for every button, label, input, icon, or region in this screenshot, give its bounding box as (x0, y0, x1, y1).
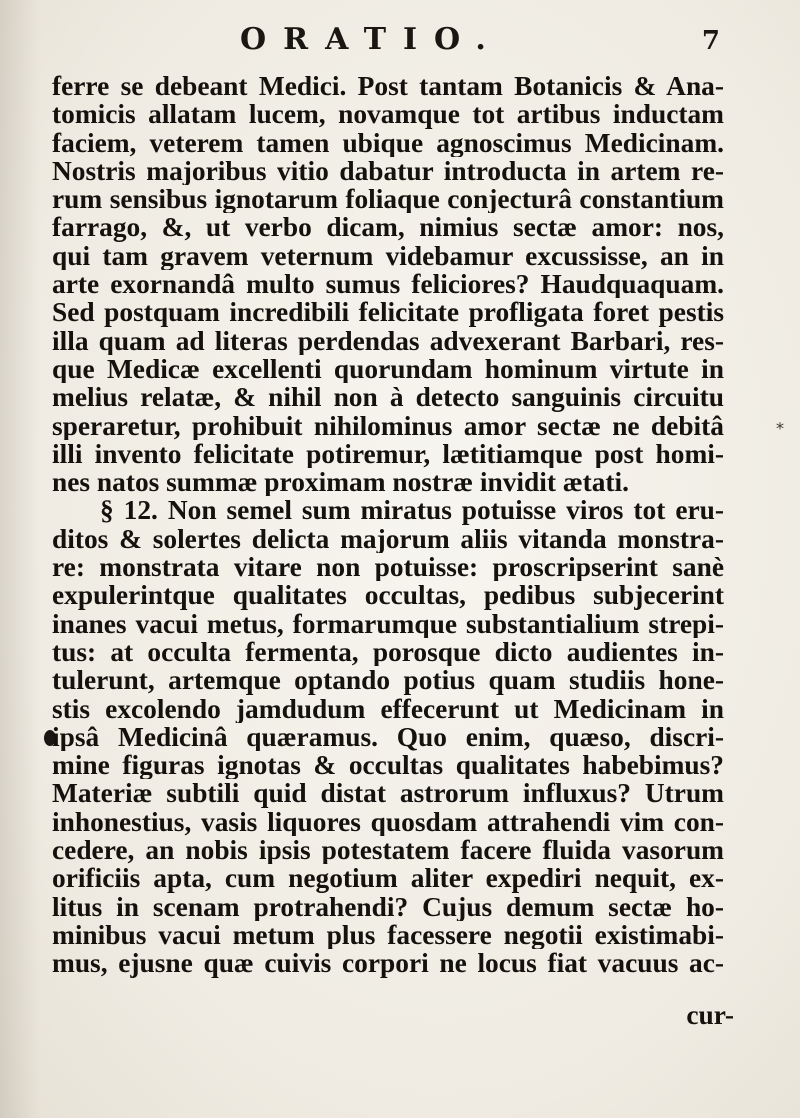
text-line: illi invento felicitate potiremur, lætitiamque post homi- (52, 439, 724, 469)
text-line: rum sensibus ignotarum foliaque conjecturâ constantium (52, 185, 724, 214)
text-line: arte exornandâ multo sumus feliciores? Haudquaquam. (52, 270, 724, 299)
text-line: inanes vacui metus, formarumque substantialium strepi- (52, 609, 724, 638)
text-line: litus in scenam protrahendi? Cujus demum sectæ ho- (52, 892, 724, 921)
page-header (240, 22, 720, 62)
text-line: Nostris majoribus vitio dabatur introducta in artem re- (52, 156, 724, 186)
margin-mark: ⁎ (776, 414, 784, 433)
text-line: stis excolendo jamdudum effecerunt ut Medicinam in (52, 694, 724, 723)
text-line: minibus vacui metum plus facessere negotii existimabi- (52, 920, 724, 950)
text-line: Materiæ subtili quid distat astrorum influxus? Utrum (52, 779, 724, 808)
text-line: cedere, an nobis ipsis potestatem facere fluida vasorum (52, 836, 724, 865)
text-line: tus: at occulta fermenta, porosque dicto audientes in- (52, 637, 724, 667)
text-line: farrago, &, ut verbo dicam, nimius sectæ amor: nos, (52, 213, 724, 242)
text-line: inhonestius, vasis liquores quosdam attrahendi vim con- (52, 807, 724, 837)
text-line: ferre se debeant Medici. Post tantam Botanicis & Ana- (52, 72, 724, 101)
text-line: nes natos summæ proximam nostræ invidit ætati. (52, 468, 630, 497)
text-line: que Medicæ excellenti quorundam hominum virtute in (52, 354, 724, 384)
section-12-start: § 12. Non semel sum miratus potuisse viros tot eru- (100, 496, 724, 525)
text-line: mine figuras ignotas & occultas qualitates habebimus? (52, 751, 724, 780)
text-line: tomicis allatam lucem, novamque tot artibus inductam (52, 100, 724, 129)
text-line: speraretur, prohibuit nihilominus amor sectæ ne debitâ (52, 411, 724, 440)
text-line: ipsâ Medicinâ quæramus. Quo enim, quæso, discri- (52, 722, 724, 752)
text-line: re: monstrata vitare non potuisse: proscripserint sanè (52, 553, 724, 582)
text-line: orificiis apta, cum negotium aliter expediri nequit, ex- (52, 864, 724, 893)
spine-shadow (0, 0, 40, 1118)
text-line: qui tam gravem veternum videbamur excussisse, an in (52, 241, 724, 271)
text-line: expulerintque qualitates occultas, pedibus subjecerint (52, 581, 724, 610)
text-line: ditos & solertes delicta majorum aliis vitanda monstra- (52, 524, 724, 554)
text-line: faciem, veterem tamen ubique agnoscimus Medicinam. (52, 128, 724, 157)
text-line: mus, ejusne quæ cuivis corpori ne locus fiat vacuus ac- (52, 949, 724, 978)
page-number: 7 (701, 26, 720, 56)
running-title: ORATIO. (240, 22, 503, 57)
text-line: melius relatæ, & nihil non à detecto sanguinis circuitu (52, 383, 724, 412)
text-line: Sed postquam incredibili felicitate profligata foret pestis (52, 298, 724, 327)
text-line: tulerunt, artemque optando potius quam studiis hone- (52, 666, 724, 695)
text-line: illa quam ad literas perdendas advexerant Barbari, res- (52, 326, 724, 355)
catchword: cur- (686, 1000, 734, 1030)
body-text (52, 72, 724, 978)
